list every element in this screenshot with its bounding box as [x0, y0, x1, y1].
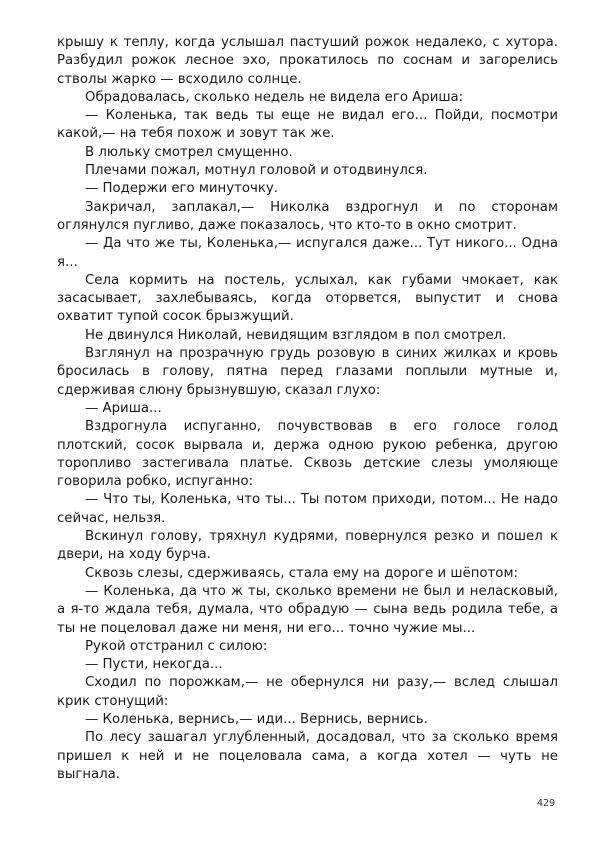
paragraph-18: Рукой отстранил с силою:	[85, 638, 268, 654]
page-text	[57, 34, 558, 784]
paragraph-14: — Что ты, Коленька, что ты... Ты потом приходи, потом... Не надо сейчас, нельзя.	[57, 492, 558, 526]
paragraph-7: Закричал, заплакал,— Николка вздрогнул и по сторонам оглянулся пугливо, даже показалось, что кто-то в окно смотрит.	[57, 199, 558, 233]
paragraph-8: — Да что же ты, Коленька,— испугался даже... Тут никого... Одна я...	[57, 236, 558, 270]
paragraph-1: крышу к теплу, когда услышал пастуший рожок недалеко, с хутора. Разбудил рожок лесное эхо, прокатилось по соснам и загорелись стволы жарко — всходило солнце.	[57, 35, 558, 87]
paragraph-19: — Пусти, некогда...	[85, 657, 223, 673]
paragraph-3: — Коленька, так ведь ты еще не видал его... Пойди, посмотри какой,— на тебя похож и зовут так же.	[57, 108, 558, 142]
paragraph-5: Плечами пожал, мотнул головой и отодвинулся.	[85, 163, 428, 179]
page-number: 429	[537, 798, 556, 809]
paragraph-15: Вскинул голову, тряхнул кудрями, повернулся резко и пошел к двери, на ходу бурча.	[57, 529, 558, 563]
paragraph-16: Сквозь слезы, сдерживаясь, стала ему на дороге и шёпотом:	[85, 565, 518, 581]
paragraph-4: В люльку смотрел смущенно.	[85, 144, 293, 160]
paragraph-22: По лесу зашагал углубленный, досадовал, что за сколько время пришел к ней и не поцеловала сама, а когда хотел — чуть не выгнала.	[57, 730, 558, 782]
paragraph-10: Не двинулся Николай, невидящим взглядом в пол смотрел.	[85, 327, 507, 343]
paragraph-2: Обрадовалась, сколько недель не видела его Ариша:	[85, 89, 464, 105]
paragraph-20: Сходил по порожкам,— не обернулся ни разу,— вслед слышал крик стонущий:	[57, 675, 558, 709]
paragraph-6: — Подержи его минуточку.	[85, 181, 278, 197]
paragraph-13: Вздрогнула испуганно, почувствовав в его голосе голод плотский, сосок вырвала и, держа одною рукою ребенка, другою торопливо застегивала платье. Сквозь детские слезы умоляюще говорила робко, испуганно:	[57, 419, 558, 490]
paragraph-17: — Коленька, да что ж ты, сколько времени не был и неласковый, а я-то ждала тебя, думала, что обрадую — сына ведь родила тебе, а ты не поцеловал даже ни меня, ни его... точно чужие мы...	[57, 583, 558, 636]
paragraph-21: — Коленька, вернись,— иди... Вернись, вернись.	[85, 711, 428, 727]
paragraph-9: Села кормить на постель, услыхал, как губами чмокает, как засасывает, захлебываясь, когда оторвется, выпустит и снова охватит тупой сосок брызжущий.	[57, 272, 558, 325]
paragraph-12: — Ариша...	[85, 400, 162, 416]
paragraph-11: Взглянул на прозрачную грудь розовую в синих жилках и кровь бросилась в голову, пятна перед глазами поплыли мутные и, сдерживая слюну брызнувшую, сказал глухо:	[57, 346, 558, 398]
